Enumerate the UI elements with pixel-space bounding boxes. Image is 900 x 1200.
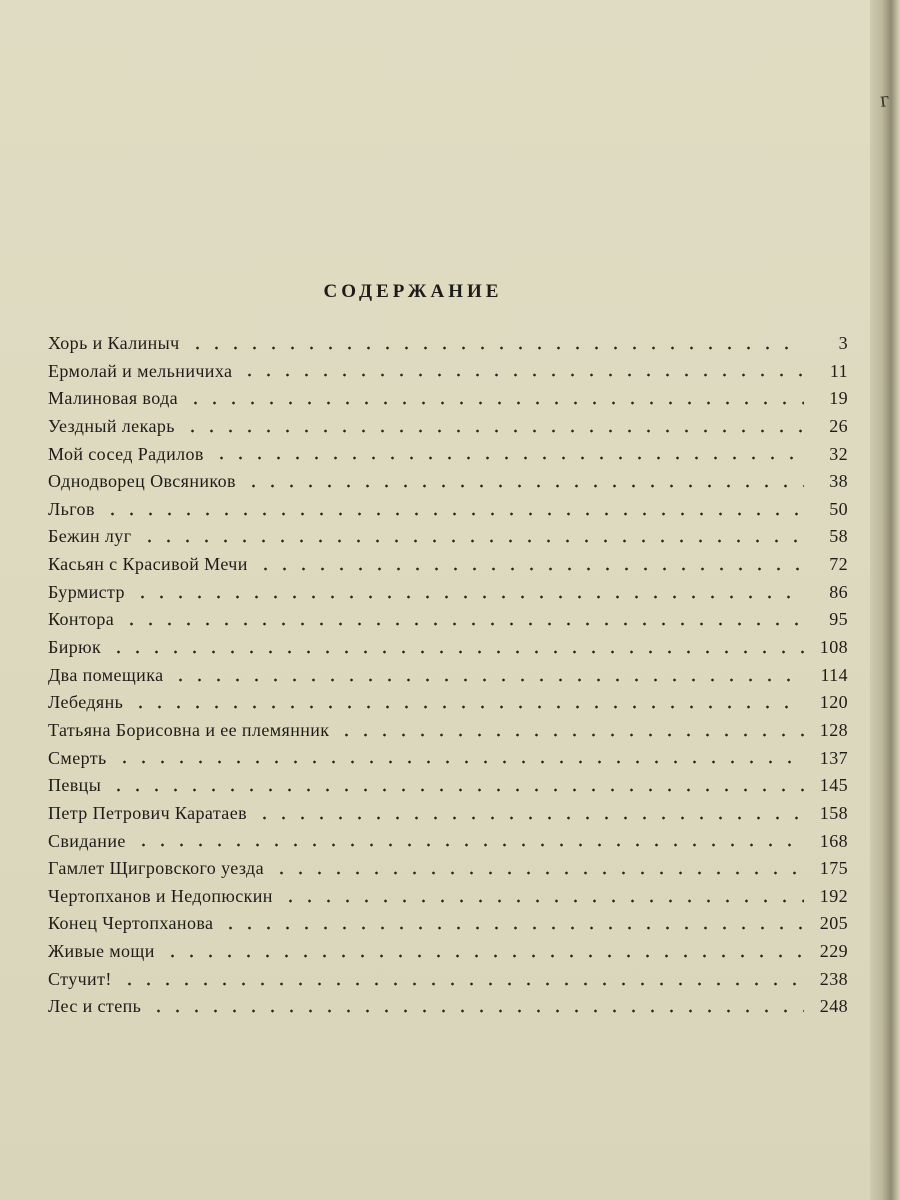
toc-entry-title: Бурмистр [48, 581, 125, 602]
toc-entry-page-number: 229 [819, 941, 848, 962]
dot-leader [109, 649, 804, 655]
table-of-contents [48, 330, 848, 1021]
toc-entry-title: Бирюк [48, 637, 102, 658]
dot-leader [133, 594, 804, 600]
toc-entry [48, 772, 848, 800]
toc-entry-page-number: 38 [829, 471, 848, 492]
dot-leader [221, 925, 804, 931]
toc-entry-page-number: 248 [819, 996, 848, 1017]
toc-entry-title: Контора [48, 609, 115, 630]
toc-entry-title: Лес и степь [48, 996, 142, 1017]
toc-entry [48, 828, 848, 856]
toc-entry [48, 689, 848, 717]
toc-entry-page-number: 11 [829, 360, 848, 381]
dot-leader [122, 621, 804, 627]
dot-leader [188, 345, 804, 351]
toc-entry-page-number: 137 [819, 747, 848, 768]
toc-entry-page-number: 86 [829, 581, 848, 602]
toc-entry-title: Смерть [48, 747, 107, 768]
toc-entry [48, 662, 848, 690]
toc-entry-title: Татьяна Борисовна и ее племянник [48, 719, 330, 740]
toc-entry-page-number: 145 [819, 775, 848, 796]
toc-entry-page-number: 128 [819, 719, 848, 740]
dot-leader [255, 815, 804, 821]
dot-leader [212, 455, 804, 461]
toc-entry [48, 496, 848, 524]
book-spine [870, 0, 900, 1200]
toc-entry-page-number: 108 [819, 637, 848, 658]
toc-entry-title: Мой сосед Радилов [48, 443, 204, 464]
toc-entry [48, 358, 848, 386]
toc-entry-title: Два помещика [48, 664, 164, 685]
toc-entry-page-number: 168 [819, 830, 848, 851]
toc-entry [48, 800, 848, 828]
toc-entry [48, 966, 848, 994]
toc-entry-title: Однодворец Овсяников [48, 471, 236, 492]
next-page-edge-text: г [878, 86, 891, 112]
toc-entry-title: Малиновая вода [48, 388, 179, 409]
toc-entry [48, 606, 848, 634]
dot-leader [171, 677, 804, 683]
toc-entry-page-number: 192 [819, 885, 848, 906]
toc-entry-page-number: 50 [829, 498, 848, 519]
toc-entry-title: Хорь и Калиныч [48, 333, 180, 353]
dot-leader [103, 511, 804, 517]
toc-entry [48, 745, 848, 773]
dot-leader [240, 372, 804, 378]
toc-entry-title: Певцы [48, 775, 102, 796]
toc-entry-page-number: 72 [829, 554, 848, 575]
toc-entry-page-number: 19 [829, 388, 848, 409]
toc-entry-page-number: 95 [829, 609, 848, 630]
toc-entry [48, 523, 848, 551]
toc-entry-title: Льгов [48, 498, 95, 519]
toc-entry-title: Уездный лекарь [48, 415, 175, 436]
toc-entry-page-number: 205 [819, 913, 848, 934]
toc-entry-page-number: 238 [819, 968, 848, 989]
toc-entry-title: Гамлет Щигровского уезда [48, 858, 265, 879]
toc-entry [48, 634, 848, 662]
toc-entry [48, 413, 848, 441]
toc-entry-page-number: 3 [838, 333, 848, 353]
toc-entry-title: Лебедянь [48, 692, 124, 713]
toc-entry [48, 938, 848, 966]
dot-leader [134, 842, 804, 848]
dot-leader [256, 566, 804, 572]
page-title: СОДЕРЖАНИЕ [323, 280, 503, 302]
dot-leader [281, 898, 804, 904]
toc-entry [48, 910, 848, 938]
toc-entry-title: Бежин луг [48, 526, 132, 547]
toc-entry-page-number: 120 [819, 692, 848, 713]
toc-entry [48, 579, 848, 607]
toc-entry [48, 441, 848, 469]
toc-entry-title: Петр Петрович Каратаев [48, 802, 247, 823]
toc-entry [48, 551, 848, 579]
toc-entry-title: Касьян с Красивой Мечи [48, 554, 248, 575]
toc-entry [48, 468, 848, 496]
toc-entry-title: Стучит! [48, 968, 112, 989]
dot-leader [337, 732, 804, 738]
toc-entry-page-number: 58 [829, 526, 848, 547]
dot-leader [244, 483, 804, 489]
toc-entry-page-number: 26 [829, 415, 848, 436]
toc-entry-title: Живые мощи [48, 941, 155, 962]
toc-entry-title: Конец Чертопханова [48, 913, 214, 934]
toc-entry [48, 993, 848, 1021]
toc-entry [48, 883, 848, 911]
dot-leader [149, 1008, 804, 1014]
toc-entry-page-number: 32 [829, 443, 848, 464]
toc-entry-title: Свидание [48, 830, 126, 851]
dot-leader [109, 787, 804, 793]
toc-entry [48, 330, 848, 358]
toc-entry-page-number: 114 [820, 664, 848, 685]
toc-entry-page-number: 158 [819, 802, 848, 823]
dot-leader [183, 428, 804, 434]
dot-leader [115, 759, 804, 765]
dot-leader [272, 870, 804, 876]
toc-entry-title: Ермолай и мельничиха [48, 360, 233, 381]
dot-leader [186, 400, 804, 406]
dot-leader [120, 981, 804, 987]
toc-entry-page-number: 175 [819, 858, 848, 879]
dot-leader [163, 953, 804, 959]
toc-entry [48, 385, 848, 413]
toc-entry [48, 717, 848, 745]
dot-leader [131, 704, 804, 710]
dot-leader [140, 538, 805, 544]
toc-entry [48, 855, 848, 883]
toc-entry-title: Чертопханов и Недопюскин [48, 885, 273, 906]
